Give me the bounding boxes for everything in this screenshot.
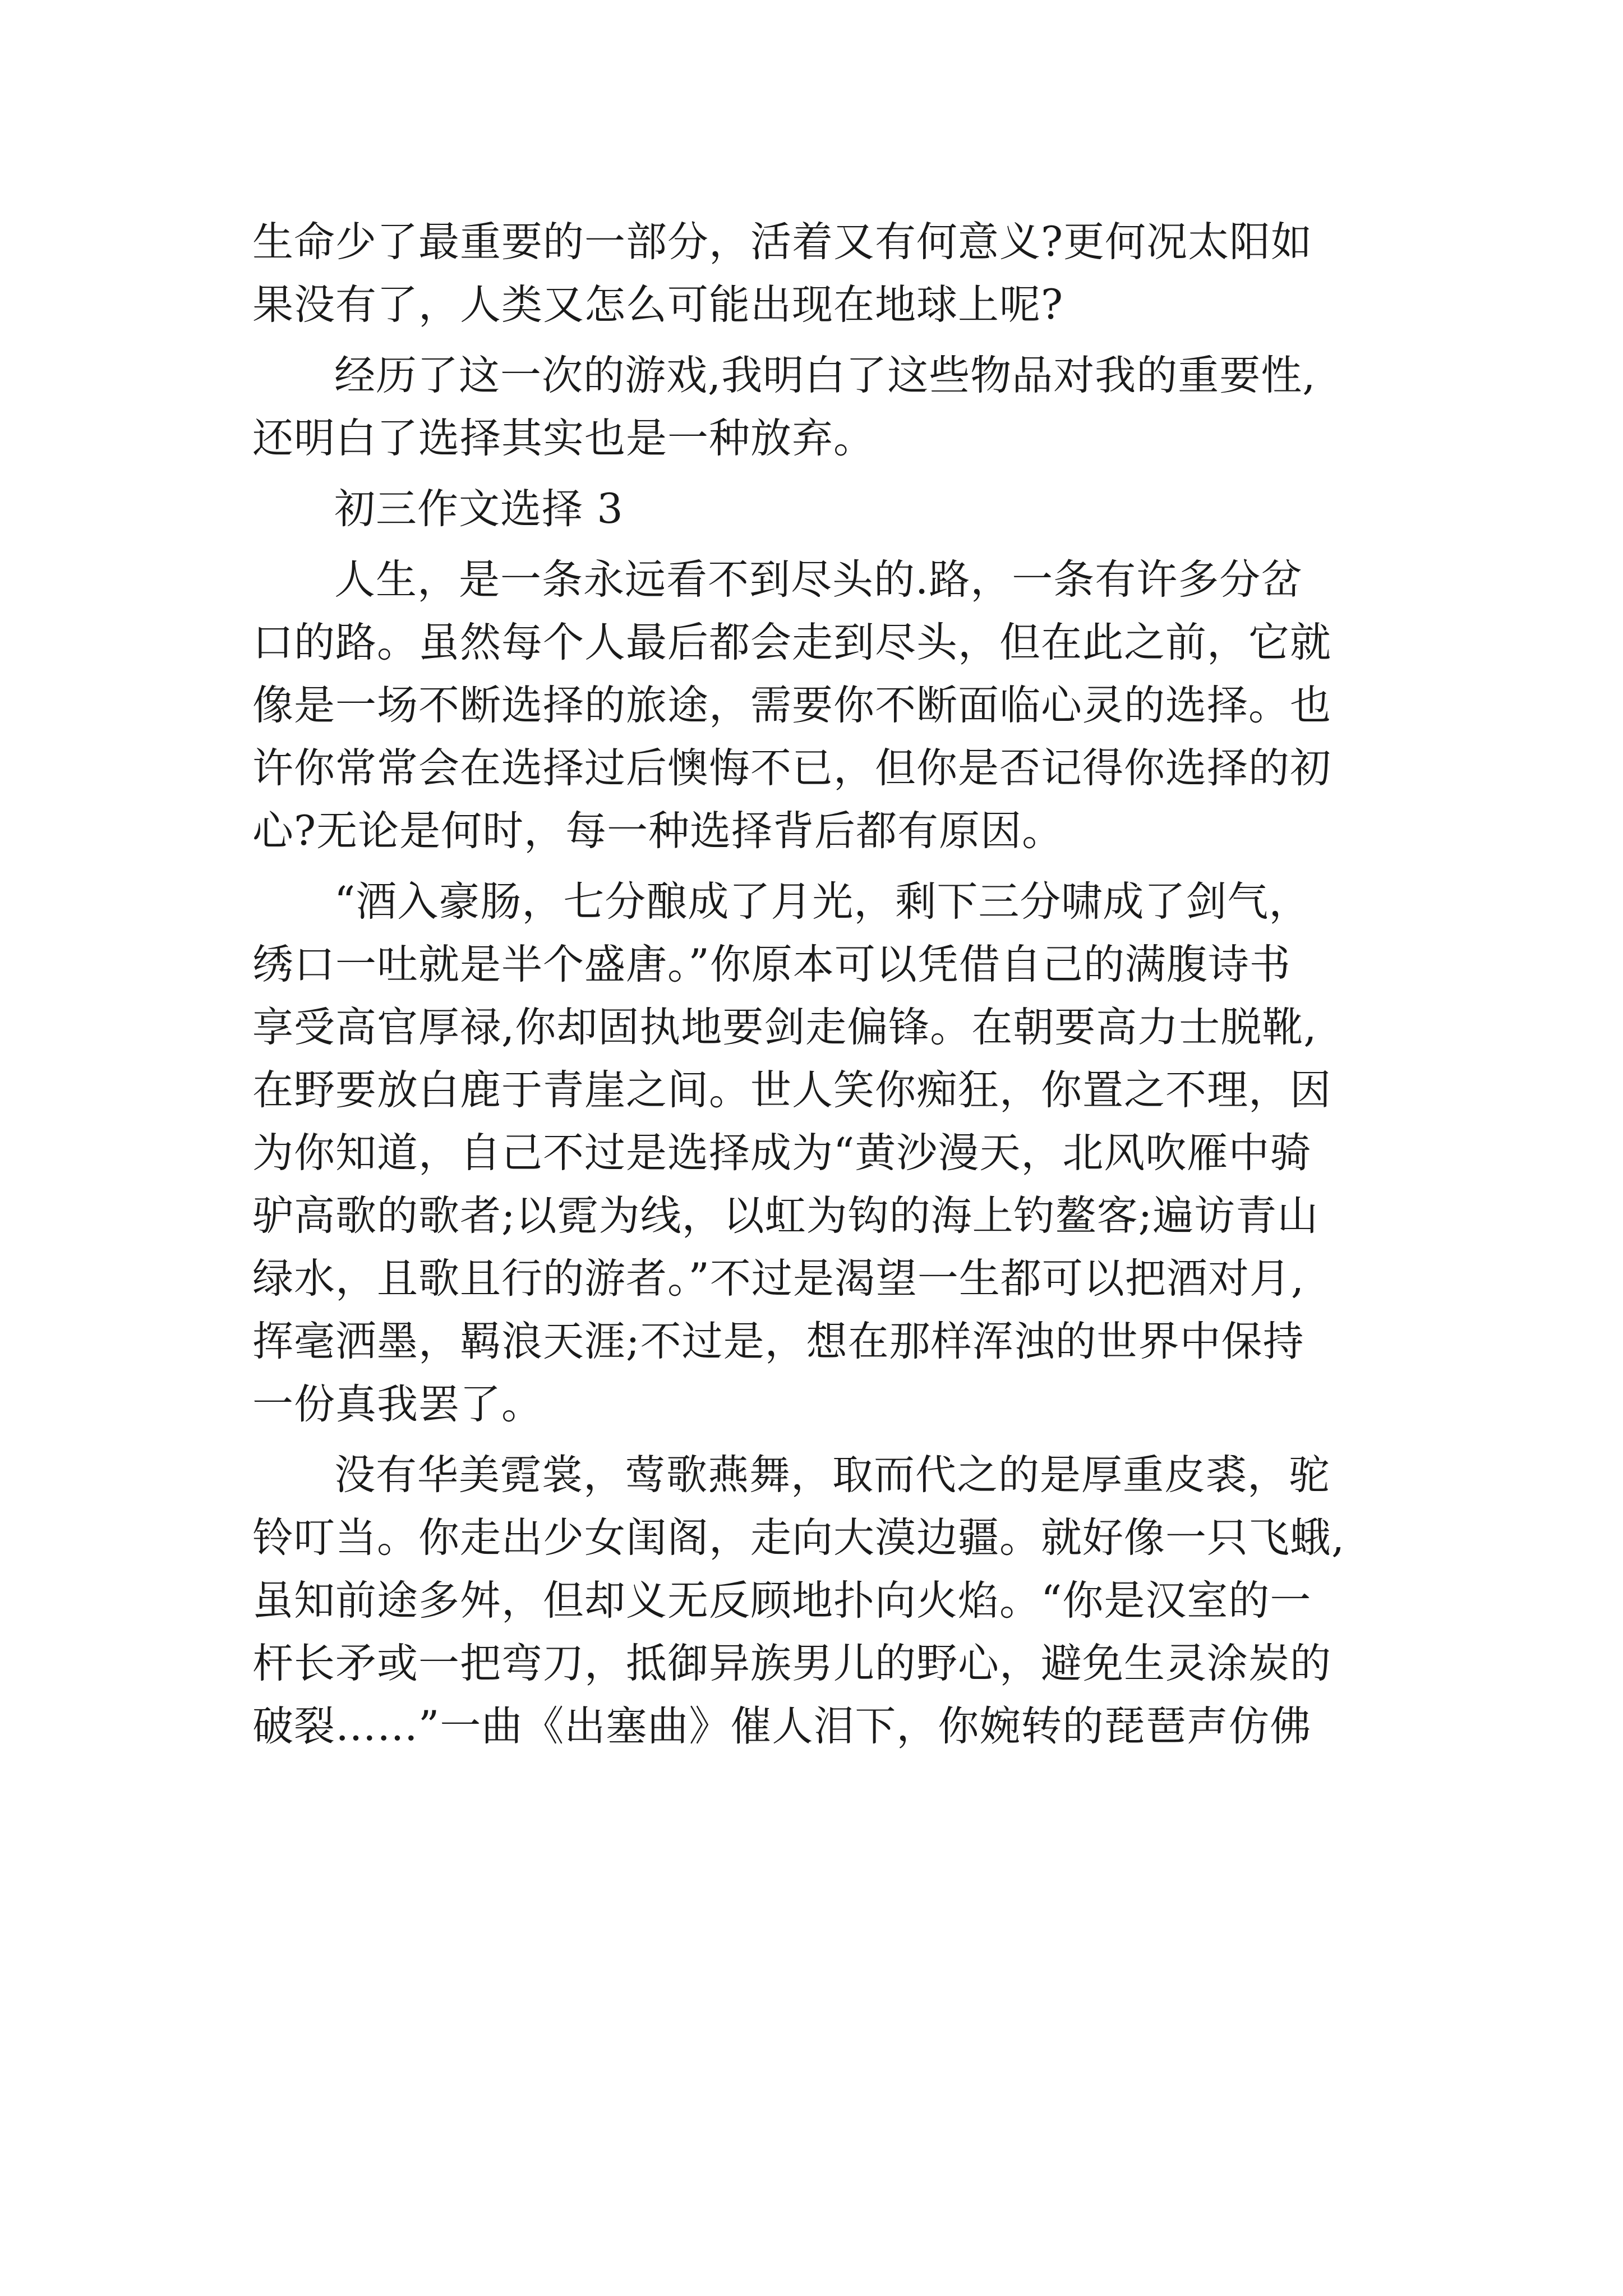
text-line: 享受高官厚禄,你却固执地要剑走偏锋。在朝要高力士脱靴, (252, 1004, 1317, 1051)
text-line: 挥毫洒墨，羁浪天涯;不过是，想在那样浑浊的世界中保持 (252, 1318, 1304, 1365)
paragraph-first-line: 人生，是一条永远看不到尽头的.路，一条有许多分岔 (334, 556, 1303, 604)
paragraph-first-line: 没有华美霓裳，莺歌燕舞，取而代之的是厚重皮裘，驼 (334, 1451, 1330, 1499)
paragraph-first-line: “酒入豪肠，七分酿成了月光，剩下三分啸成了剑气， (334, 878, 1311, 926)
text-line: 心?无论是何时，每一种选择背后都有原因。 (252, 807, 1064, 855)
text-line: 为你知道，自己不过是选择成为“黄沙漫天，北风吹雁中骑 (252, 1129, 1312, 1177)
text-line: 还明白了选择其实也是一种放弃。 (252, 415, 875, 462)
section-heading: 初三作文选择 3 (334, 485, 624, 533)
text-line: 破裂……”一曲《出塞曲》催人泪下，你婉转的琵琶声仿佛 (252, 1703, 1312, 1750)
text-line: 口的路。虽然每个人最后都会走到尽头，但在此之前，它就 (252, 619, 1331, 666)
text-line: 生命少了最重要的一部分，活着又有何意义?更何况太阳如 (252, 218, 1313, 266)
text-line: 在野要放白鹿于青崖之间。世人笑你痴狂，你置之不理，因 (252, 1066, 1331, 1114)
text-line: 果没有了，人类又怎么可能出现在地球上呢? (252, 281, 1064, 329)
text-line: 驴高歌的歌者;以霓为线，以虹为钩的海上钓鳌客;遍访青山 (252, 1192, 1319, 1240)
text-line: 虽知前途多舛，但却义无反顾地扑向火焰。“你是汉室的一 (252, 1577, 1312, 1625)
text-line: 绣口一吐就是半个盛唐。”你原本可以凭借自己的满腹诗书 (252, 941, 1291, 988)
text-line: 许你常常会在选择过后懊悔不已，但你是否记得你选择的初 (252, 744, 1331, 792)
text-line: 像是一场不断选择的旅途，需要你不断面临心灵的选择。也 (252, 682, 1331, 729)
paragraph-first-line: 经历了这一次的游戏,我明白了这些物品对我的重要性, (334, 352, 1316, 399)
text-line: 铃叮当。你走出少女闺阁，走向大漠边疆。就好像一只飞蛾, (252, 1514, 1345, 1562)
document-body (252, 211, 1391, 1758)
text-line: 绿水，且歌且行的游者。”不过是渴望一生都可以把酒对月, (252, 1255, 1305, 1303)
text-line: 杆长矛或一把弯刀，抵御异族男儿的野心，避免生灵涂炭的 (252, 1640, 1331, 1687)
text-line: 一份真我罢了。 (252, 1381, 543, 1428)
